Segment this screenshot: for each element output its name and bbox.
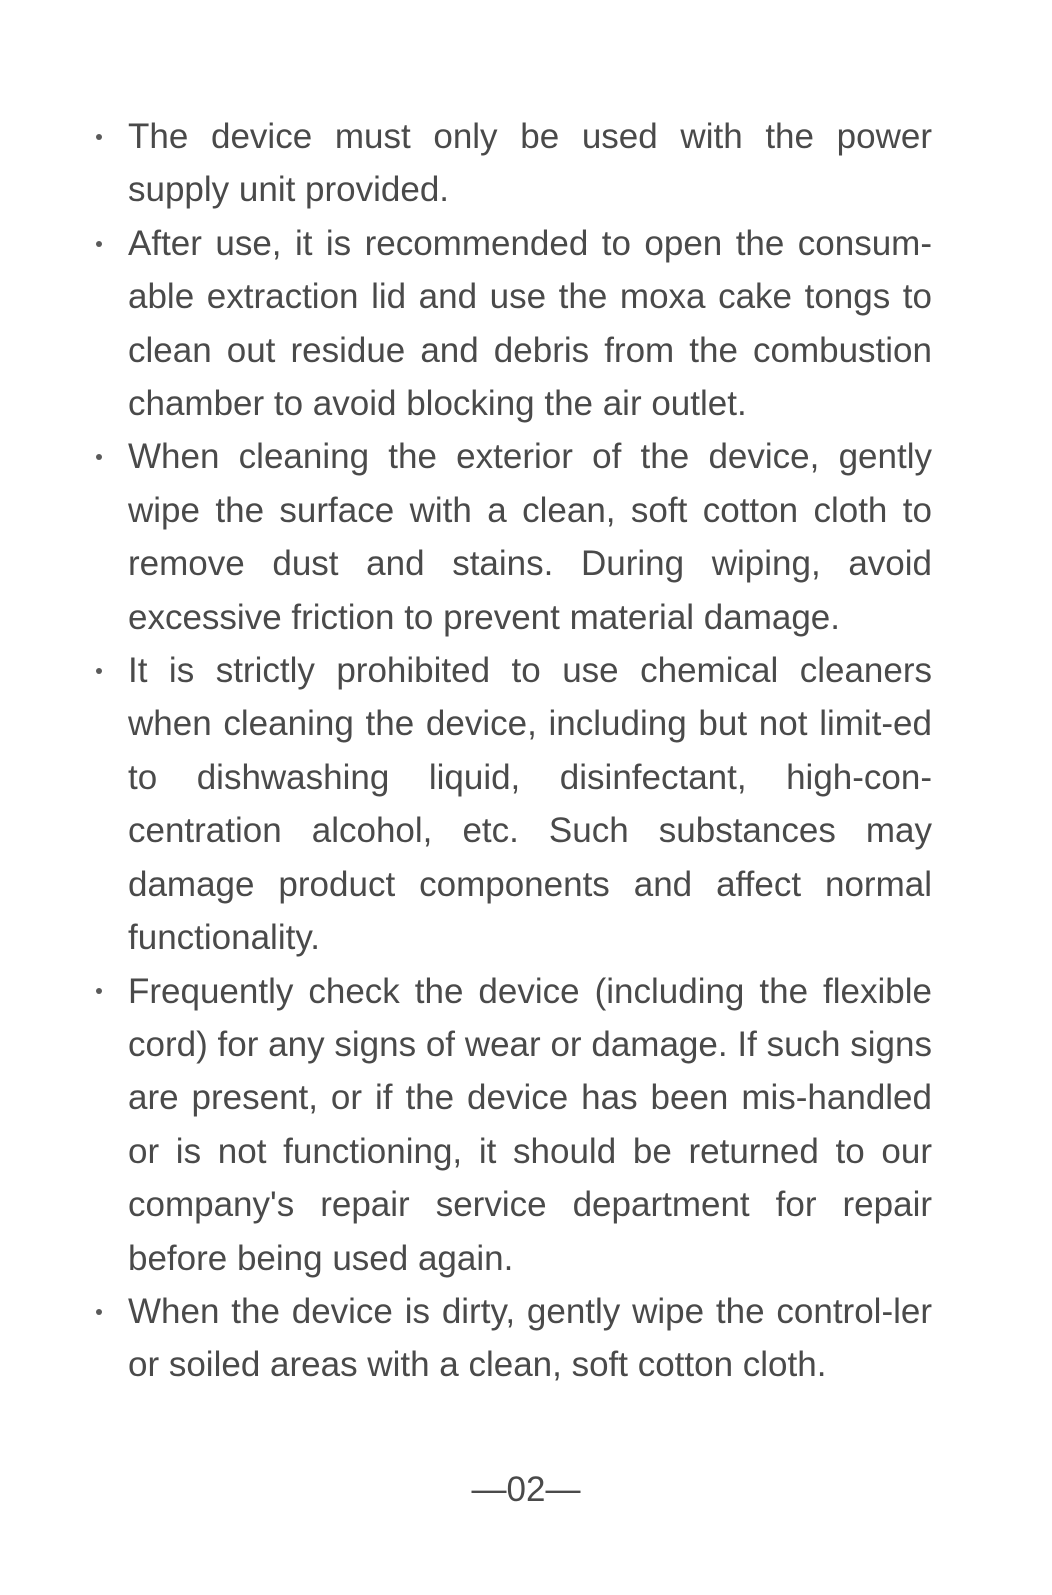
- bullet-dot-icon: [92, 965, 106, 1018]
- bullet-item-2: [92, 217, 932, 431]
- bullet-item-5: [92, 965, 932, 1285]
- bullet-text: It is strictly prohibited to use chemical cleaners when cleaning the device, including but not limit-ed to dishwashing liquid, disinfectant, high-con-centration alcohol, etc. Such substances may damage product components and affect normal functionality.: [128, 651, 932, 958]
- bullet-item-6: [92, 1285, 932, 1392]
- bullet-dot-icon: [92, 1285, 106, 1338]
- bullet-text: Frequently check the device (including the flexible cord) for any signs of wear or damage. If such signs are present, or if the device has been mis-handled or is not functioning, it should be returned to our company's repair service department for repair before being used again.: [128, 971, 932, 1278]
- bullet-dot-icon: [92, 110, 106, 163]
- bullet-dot-icon: [92, 217, 106, 270]
- bullet-text: The device must only be used with the power supply unit provided.: [128, 117, 932, 210]
- bullet-text: When cleaning the exterior of the device, gently wipe the surface with a clean, soft cotton cloth to remove dust and stains. During wiping, avoid excessive friction to prevent material damage.: [128, 437, 932, 637]
- bullet-dot-icon: [92, 644, 106, 697]
- bullet-text: When the device is dirty, gently wipe the control-ler or soiled areas with a clean, soft cotton cloth.: [128, 1291, 932, 1385]
- bullet-item-3: [92, 430, 932, 644]
- bullet-text: After use, it is recommended to open the consum-able extraction lid and use the moxa cake tongs to clean out residue and debris from the combustion chamber to avoid blocking the air outlet.: [128, 223, 932, 424]
- bullet-item-4: [92, 644, 932, 964]
- page-number: —02—: [471, 1470, 581, 1509]
- bullet-dot-icon: [92, 430, 106, 483]
- bullet-item-1: [92, 110, 932, 217]
- maintenance-bullet-list: [92, 110, 932, 1392]
